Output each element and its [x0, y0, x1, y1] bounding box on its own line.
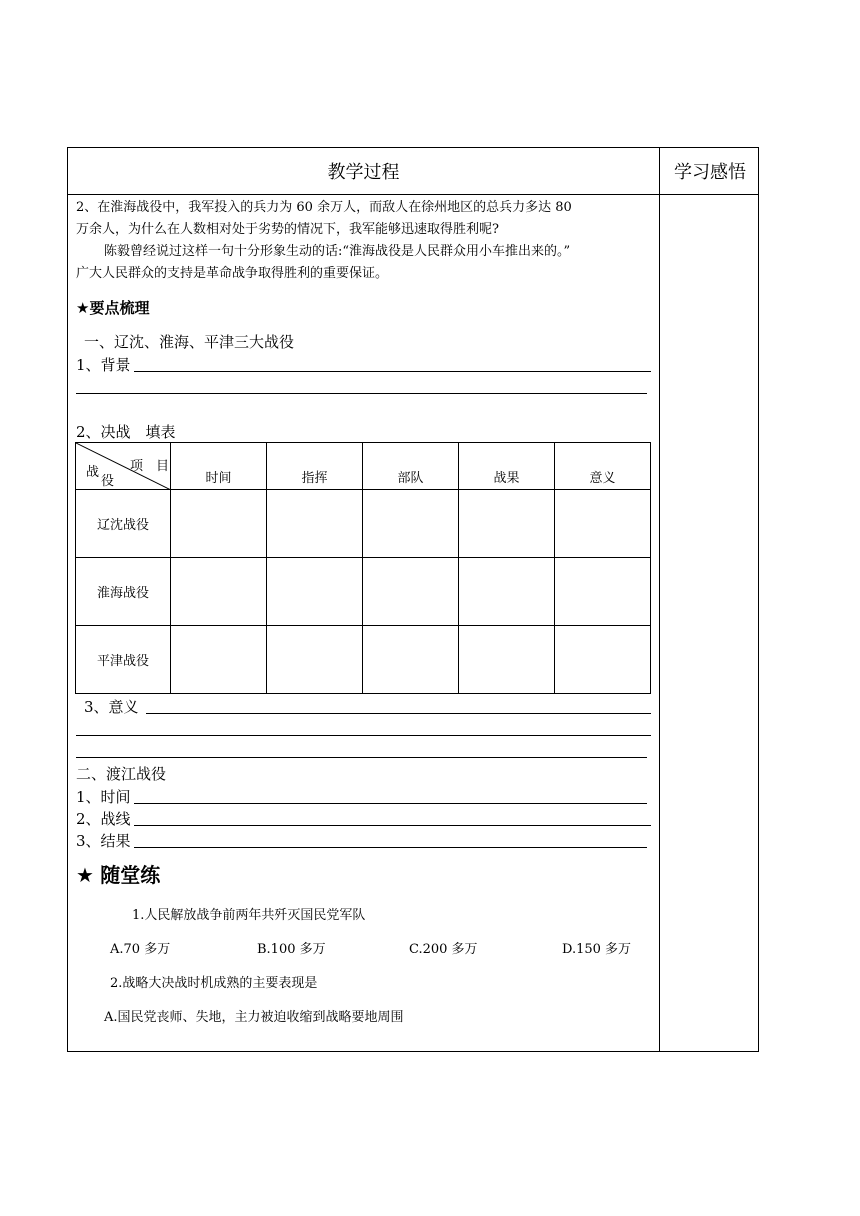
- table-corner-cell: [76, 443, 171, 490]
- meaning-blank-line: [146, 713, 651, 714]
- part1-decisive-label: 2、决战 填表: [76, 423, 176, 441]
- intro-line-4: 广大人民群众的支持是革命战争取得胜利的重要保证。: [76, 266, 389, 281]
- practice-title: 随堂练: [100, 863, 161, 887]
- intro-line-2: 万余人，为什么在人数相对处于劣势的情况下，我军能够迅速取得胜利呢?: [76, 222, 499, 237]
- column-header-command: 指挥: [267, 443, 363, 490]
- part1-title: 一、辽沈、淮海、平津三大战役: [84, 333, 295, 351]
- lesson-table: [67, 147, 759, 1052]
- part1-background-label: 1、背景: [76, 356, 131, 374]
- row-label-pingjin: 平津战役: [76, 626, 171, 694]
- part2-title: 二、渡江战役: [76, 765, 167, 783]
- part2-result-label: 3、结果: [76, 832, 131, 850]
- header-learning-reflection: 学习感悟: [674, 162, 746, 183]
- blank-cell[interactable]: [267, 490, 363, 558]
- intro-line-3: 陈毅曾经说过这样一句十分形象生动的话:“淮海战役是人民群众用小车推出来的。”: [104, 244, 571, 259]
- row-label-huaihai: 淮海战役: [76, 558, 171, 626]
- corner-label-item: 项 目: [130, 459, 170, 474]
- meaning-blank-line-2: [76, 735, 651, 736]
- q1-option-b: B.100 多万: [257, 942, 326, 957]
- q1-option-d: D.150 多万: [562, 942, 632, 957]
- corner-label-campaign-a: 战: [86, 465, 100, 480]
- question-1: 1.人民解放战争前两年共歼灭国民党军队: [132, 908, 366, 923]
- background-blank-line-2: [76, 393, 647, 394]
- result-blank-line: [134, 847, 647, 848]
- part1-meaning-label: 3、意义: [84, 698, 139, 716]
- blank-cell[interactable]: [267, 626, 363, 694]
- blank-cell[interactable]: [555, 558, 651, 626]
- key-points-title: 要点梳理: [89, 299, 150, 317]
- star-icon: ★: [76, 863, 94, 887]
- practice-heading: [76, 859, 160, 888]
- star-icon: ★: [76, 299, 90, 317]
- column-header-troops: 部队: [363, 443, 459, 490]
- time-blank-line: [134, 803, 647, 804]
- blank-cell[interactable]: [555, 626, 651, 694]
- column-header-meaning: 意义: [555, 443, 651, 490]
- background-blank-line: [134, 371, 651, 372]
- blank-cell[interactable]: [459, 626, 555, 694]
- column-header-result: 战果: [459, 443, 555, 490]
- front-blank-line: [134, 825, 651, 826]
- part2-front-label: 2、战线: [76, 810, 131, 828]
- row-label-liaoshen: 辽沈战役: [76, 490, 171, 558]
- column-header-time: 时间: [171, 443, 267, 490]
- meaning-blank-line-3: [76, 757, 647, 758]
- blank-cell[interactable]: [171, 558, 267, 626]
- blank-cell[interactable]: [459, 490, 555, 558]
- intro-line-1: 2、在淮海战役中，我军投入的兵力为 60 余万人，而敌人在徐州地区的总兵力多达 80: [76, 200, 572, 215]
- blank-cell[interactable]: [459, 558, 555, 626]
- blank-cell[interactable]: [363, 626, 459, 694]
- blank-cell[interactable]: [363, 558, 459, 626]
- blank-cell[interactable]: [267, 558, 363, 626]
- part2-time-label: 1、时间: [76, 788, 131, 806]
- key-points-heading: [76, 297, 149, 318]
- question-2: 2.战略大决战时机成熟的主要表现是: [110, 976, 318, 991]
- blank-cell[interactable]: [171, 490, 267, 558]
- q2-option-a: A.国民党丧师、失地，主力被迫收缩到战略要地周围: [104, 1010, 404, 1025]
- campaign-fill-table: [75, 442, 651, 694]
- corner-label-campaign-b: 役: [101, 474, 115, 489]
- column-divider: [659, 148, 660, 1051]
- blank-cell[interactable]: [363, 490, 459, 558]
- blank-cell[interactable]: [555, 490, 651, 558]
- blank-cell[interactable]: [171, 626, 267, 694]
- q1-option-c: C.200 多万: [409, 942, 478, 957]
- header-teaching-process: 教学过程: [327, 162, 400, 183]
- q1-option-a: A.70 多万: [110, 942, 171, 957]
